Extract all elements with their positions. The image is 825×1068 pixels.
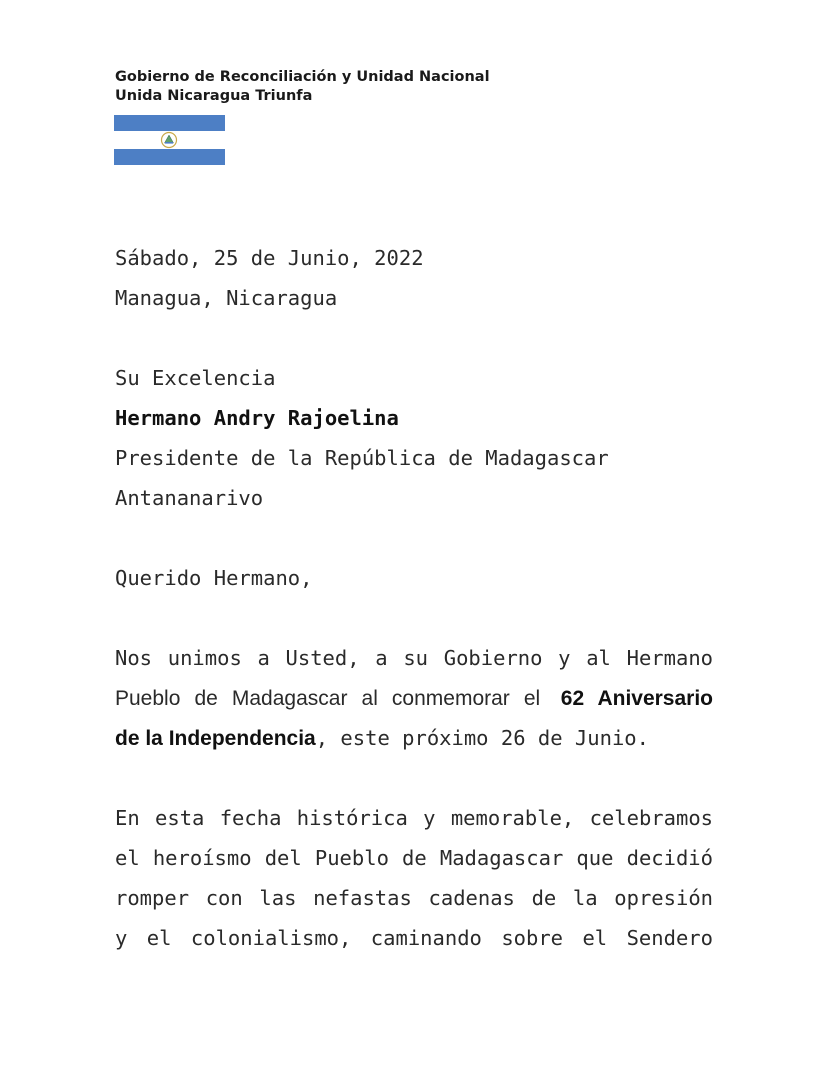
greeting: Querido Hermano,: [115, 566, 313, 590]
paragraph-2-line-2: el heroísmo del Pueblo de Madagascar que decidió: [115, 846, 713, 870]
blank-line: [115, 598, 713, 638]
paragraph-2-line-3: romper con las nefastas cadenas de la opresión: [115, 886, 713, 910]
coat-of-arms-icon: [160, 131, 178, 149]
letterhead: [115, 68, 490, 106]
blank-line: [115, 318, 713, 358]
paragraph-1-line-1: Nos unimos a Usted, a su Gobierno y al Hermano: [115, 646, 713, 670]
recipient-city: Antananarivo: [115, 486, 264, 510]
flag-top-stripe: [114, 115, 225, 131]
letterhead-line-2: Unida Nicaragua Triunfa: [115, 88, 313, 104]
recipient-role: Presidente de la República de Madagascar: [115, 446, 609, 470]
paragraph-1-line-3: [115, 718, 713, 758]
independence-highlight: de la Independencia: [115, 727, 316, 750]
blank-line: [115, 518, 713, 558]
letter-date: Sábado, 25 de Junio, 2022: [115, 246, 424, 270]
paragraph-1-line-2-text: Pueblo de Madagascar al conmemorar el: [115, 687, 541, 710]
anniversary-highlight: 62 Aniversario: [560, 687, 713, 710]
recipient-name: Hermano Andry Rajoelina: [115, 406, 399, 430]
paragraph-2-line-4: y el colonialismo, caminando sobre el Sendero: [115, 926, 713, 950]
letter-body: [115, 238, 713, 958]
blank-line: [115, 758, 713, 798]
salutation-title: Su Excelencia: [115, 366, 276, 390]
letterhead-line-1: Gobierno de Reconciliación y Unidad Nacional: [115, 69, 490, 85]
paragraph-2-line-1: En esta fecha histórica y memorable, celebramos: [115, 806, 713, 830]
flag-bottom-stripe: [114, 149, 225, 165]
nicaragua-flag: [114, 115, 225, 165]
letter-place: Managua, Nicaragua: [115, 286, 338, 310]
paragraph-1-line-2: [115, 678, 713, 718]
paragraph-1-line-3-text: , este próximo 26 de Junio.: [315, 726, 649, 750]
